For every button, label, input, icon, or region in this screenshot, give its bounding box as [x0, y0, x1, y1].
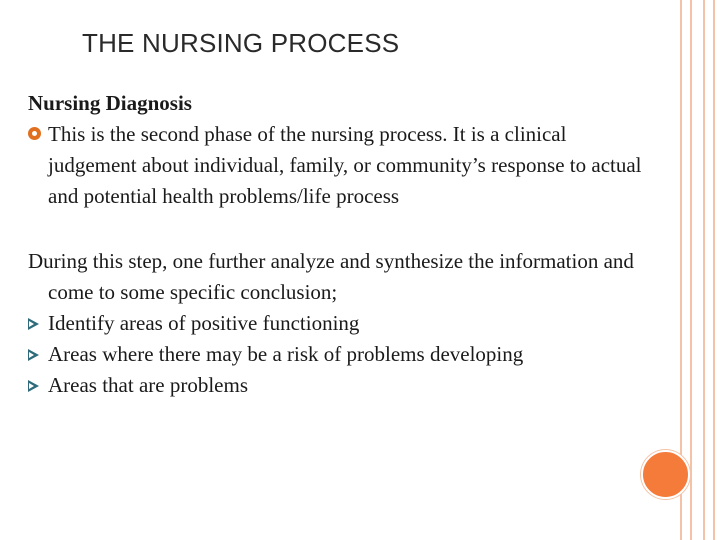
- list-item-text: Areas that are problems: [48, 373, 249, 397]
- list-item: [28, 339, 658, 370]
- slide-content: [28, 88, 658, 401]
- paragraph: During this step, one further analyze and synthesize the information and come to some specific conclusion;: [28, 249, 634, 304]
- bullet-item: [28, 119, 658, 212]
- slide-title: THE NURSING PROCESS: [82, 28, 400, 58]
- section-heading: Nursing Diagnosis: [28, 91, 192, 115]
- spacer: [28, 212, 658, 246]
- list-item-text: Identify areas of positive functioning: [48, 311, 360, 335]
- arrow-bullet-icon: [28, 380, 39, 392]
- decorative-rail: [713, 0, 715, 540]
- decorative-rail: [690, 0, 692, 540]
- orange-circle-bullet-icon: [28, 127, 41, 140]
- list-item-text: Areas where there may be a risk of problems developing: [48, 342, 524, 366]
- list-item: [28, 370, 658, 401]
- arrow-bullet-icon: [28, 318, 39, 330]
- arrow-bullet-icon: [28, 349, 39, 361]
- bullet-text: This is the second phase of the nursing process. It is a clinical judgement about individual, family, or community’s response to actual and potential health problems/life process: [48, 122, 642, 208]
- decorative-rail: [703, 0, 705, 540]
- list-item: [28, 308, 658, 339]
- orange-circle-decoration: [641, 450, 690, 499]
